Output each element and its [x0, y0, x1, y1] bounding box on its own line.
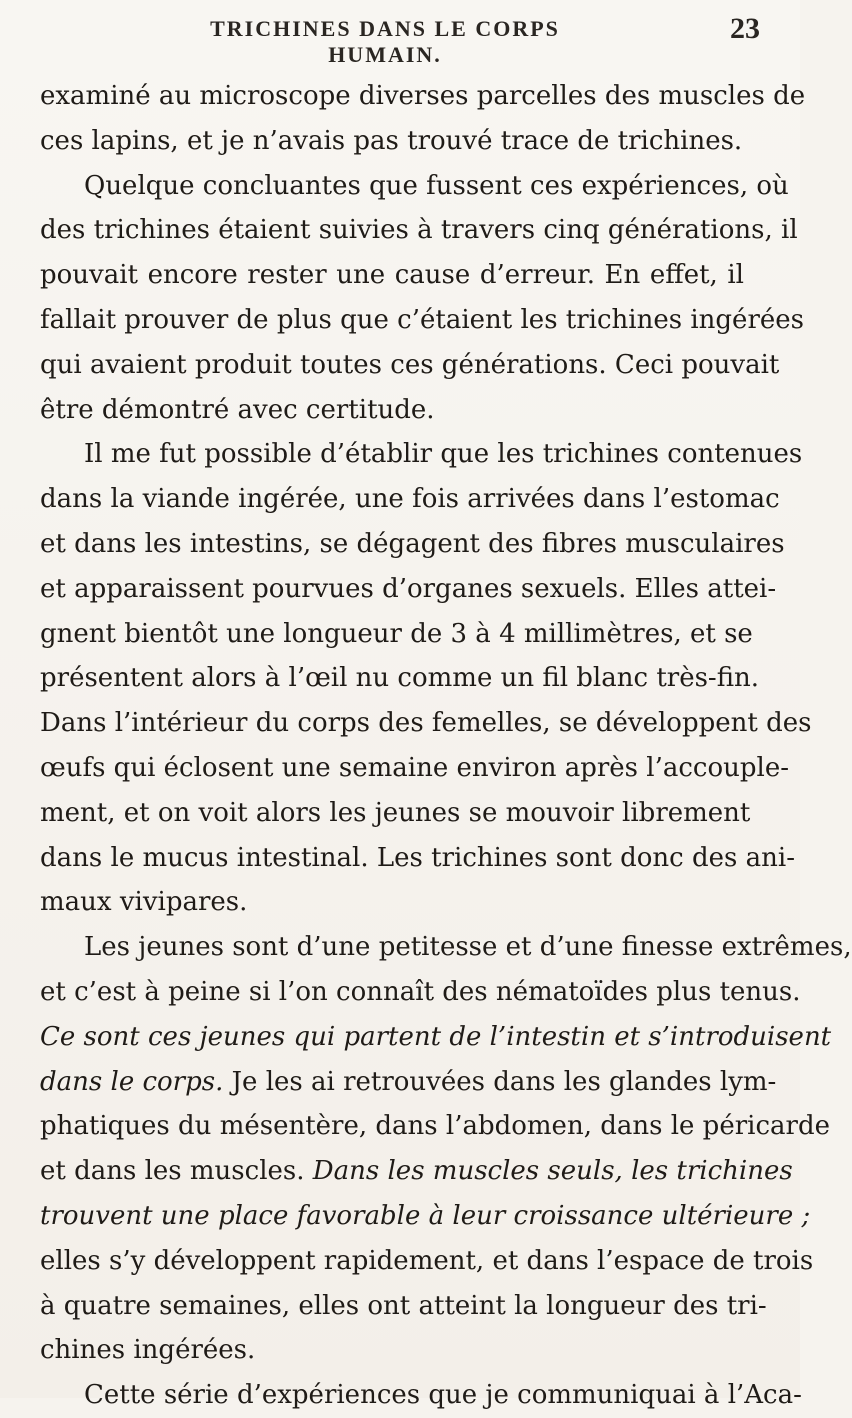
text-line-9: Il me fut possible d’établir que les trichines contenues	[84, 439, 803, 470]
line-25-italic: Dans les muscles seuls, les trichines	[312, 1156, 793, 1187]
text-line-14: présentent alors à l’œil nu comme un fil blanc très-fin.	[40, 663, 760, 694]
page-number: 23	[730, 12, 760, 45]
text-line-29: chines ingérées.	[40, 1335, 256, 1366]
text-line-25	[40, 1149, 793, 1194]
text-line-10: dans la viande ingérée, une fois arrivées dans l’estomac	[40, 484, 780, 515]
body-text	[40, 74, 852, 1418]
line-25-roman: et dans les muscles.	[40, 1156, 313, 1187]
text-line-11: et dans les intestins, se dégagent des fibres musculaires	[40, 528, 785, 559]
text-line-23	[40, 1060, 777, 1105]
text-line-17: ment, et on voit alors les jeunes se mouvoir librement	[40, 797, 751, 828]
line-23-italic: dans le corps.	[40, 1066, 224, 1097]
running-head: TRICHINES DANS LE CORPS HUMAIN.	[210, 16, 560, 67]
text-line-19: maux vivipares.	[40, 887, 248, 918]
text-line-5: pouvait encore rester une cause d’erreur. En effet, il	[40, 260, 744, 291]
line-23-roman: Je les ai retrouvées dans les glandes lym-	[223, 1066, 777, 1097]
text-line-7: qui avaient produit toutes ces générations. Ceci pouvait	[40, 349, 780, 380]
text-line-24: phatiques du mésentère, dans l’abdomen, dans le péricarde	[40, 1111, 830, 1142]
text-line-27: elles s’y développent rapidement, et dans l’espace de trois	[40, 1245, 814, 1276]
text-line-2: ces lapins, et je n’avais pas trouvé trace de trichines.	[40, 125, 743, 156]
text-line-30: Cette série d’expériences que je communiquai à l’Aca-	[84, 1380, 802, 1411]
text-line-6: fallait prouver de plus que c’étaient les trichines ingérées	[40, 304, 804, 335]
text-line-3: Quelque concluantes que fussent ces expériences, où	[84, 170, 789, 201]
text-line-8: être démontré avec certitude.	[40, 394, 435, 425]
text-line-22: Ce sont ces jeunes qui partent de l’intestin et s’introduisent	[40, 1021, 832, 1052]
text-line-20: Les jeunes sont d’une petitesse et d’une finesse extrêmes,	[84, 932, 852, 963]
text-line-18: dans le mucus intestinal. Les trichines sont donc des ani-	[40, 842, 795, 873]
text-line-15: Dans l’intérieur du corps des femelles, se développent des	[40, 708, 812, 739]
text-line-21: et c’est à peine si l’on connaît des nématoïdes plus tenus.	[40, 976, 801, 1007]
text-line-26: trouvent une place favorable à leur croissance ultérieure ;	[40, 1200, 811, 1231]
text-line-1: examiné au microscope diverses parcelles des muscles de	[40, 81, 806, 111]
text-line-13: gnent bientôt une longueur de 3 à 4 millimètres, et se	[40, 618, 753, 649]
text-line-28: à quatre semaines, elles ont atteint la longueur des tri-	[40, 1290, 767, 1321]
text-line-12: et apparaissent pourvues d’organes sexuels. Elles attei-	[40, 573, 777, 604]
text-line-16: œufs qui éclosent une semaine environ après l’accouple-	[40, 752, 790, 783]
text-line-4: des trichines étaient suivies à travers cinq générations, il	[40, 215, 798, 246]
